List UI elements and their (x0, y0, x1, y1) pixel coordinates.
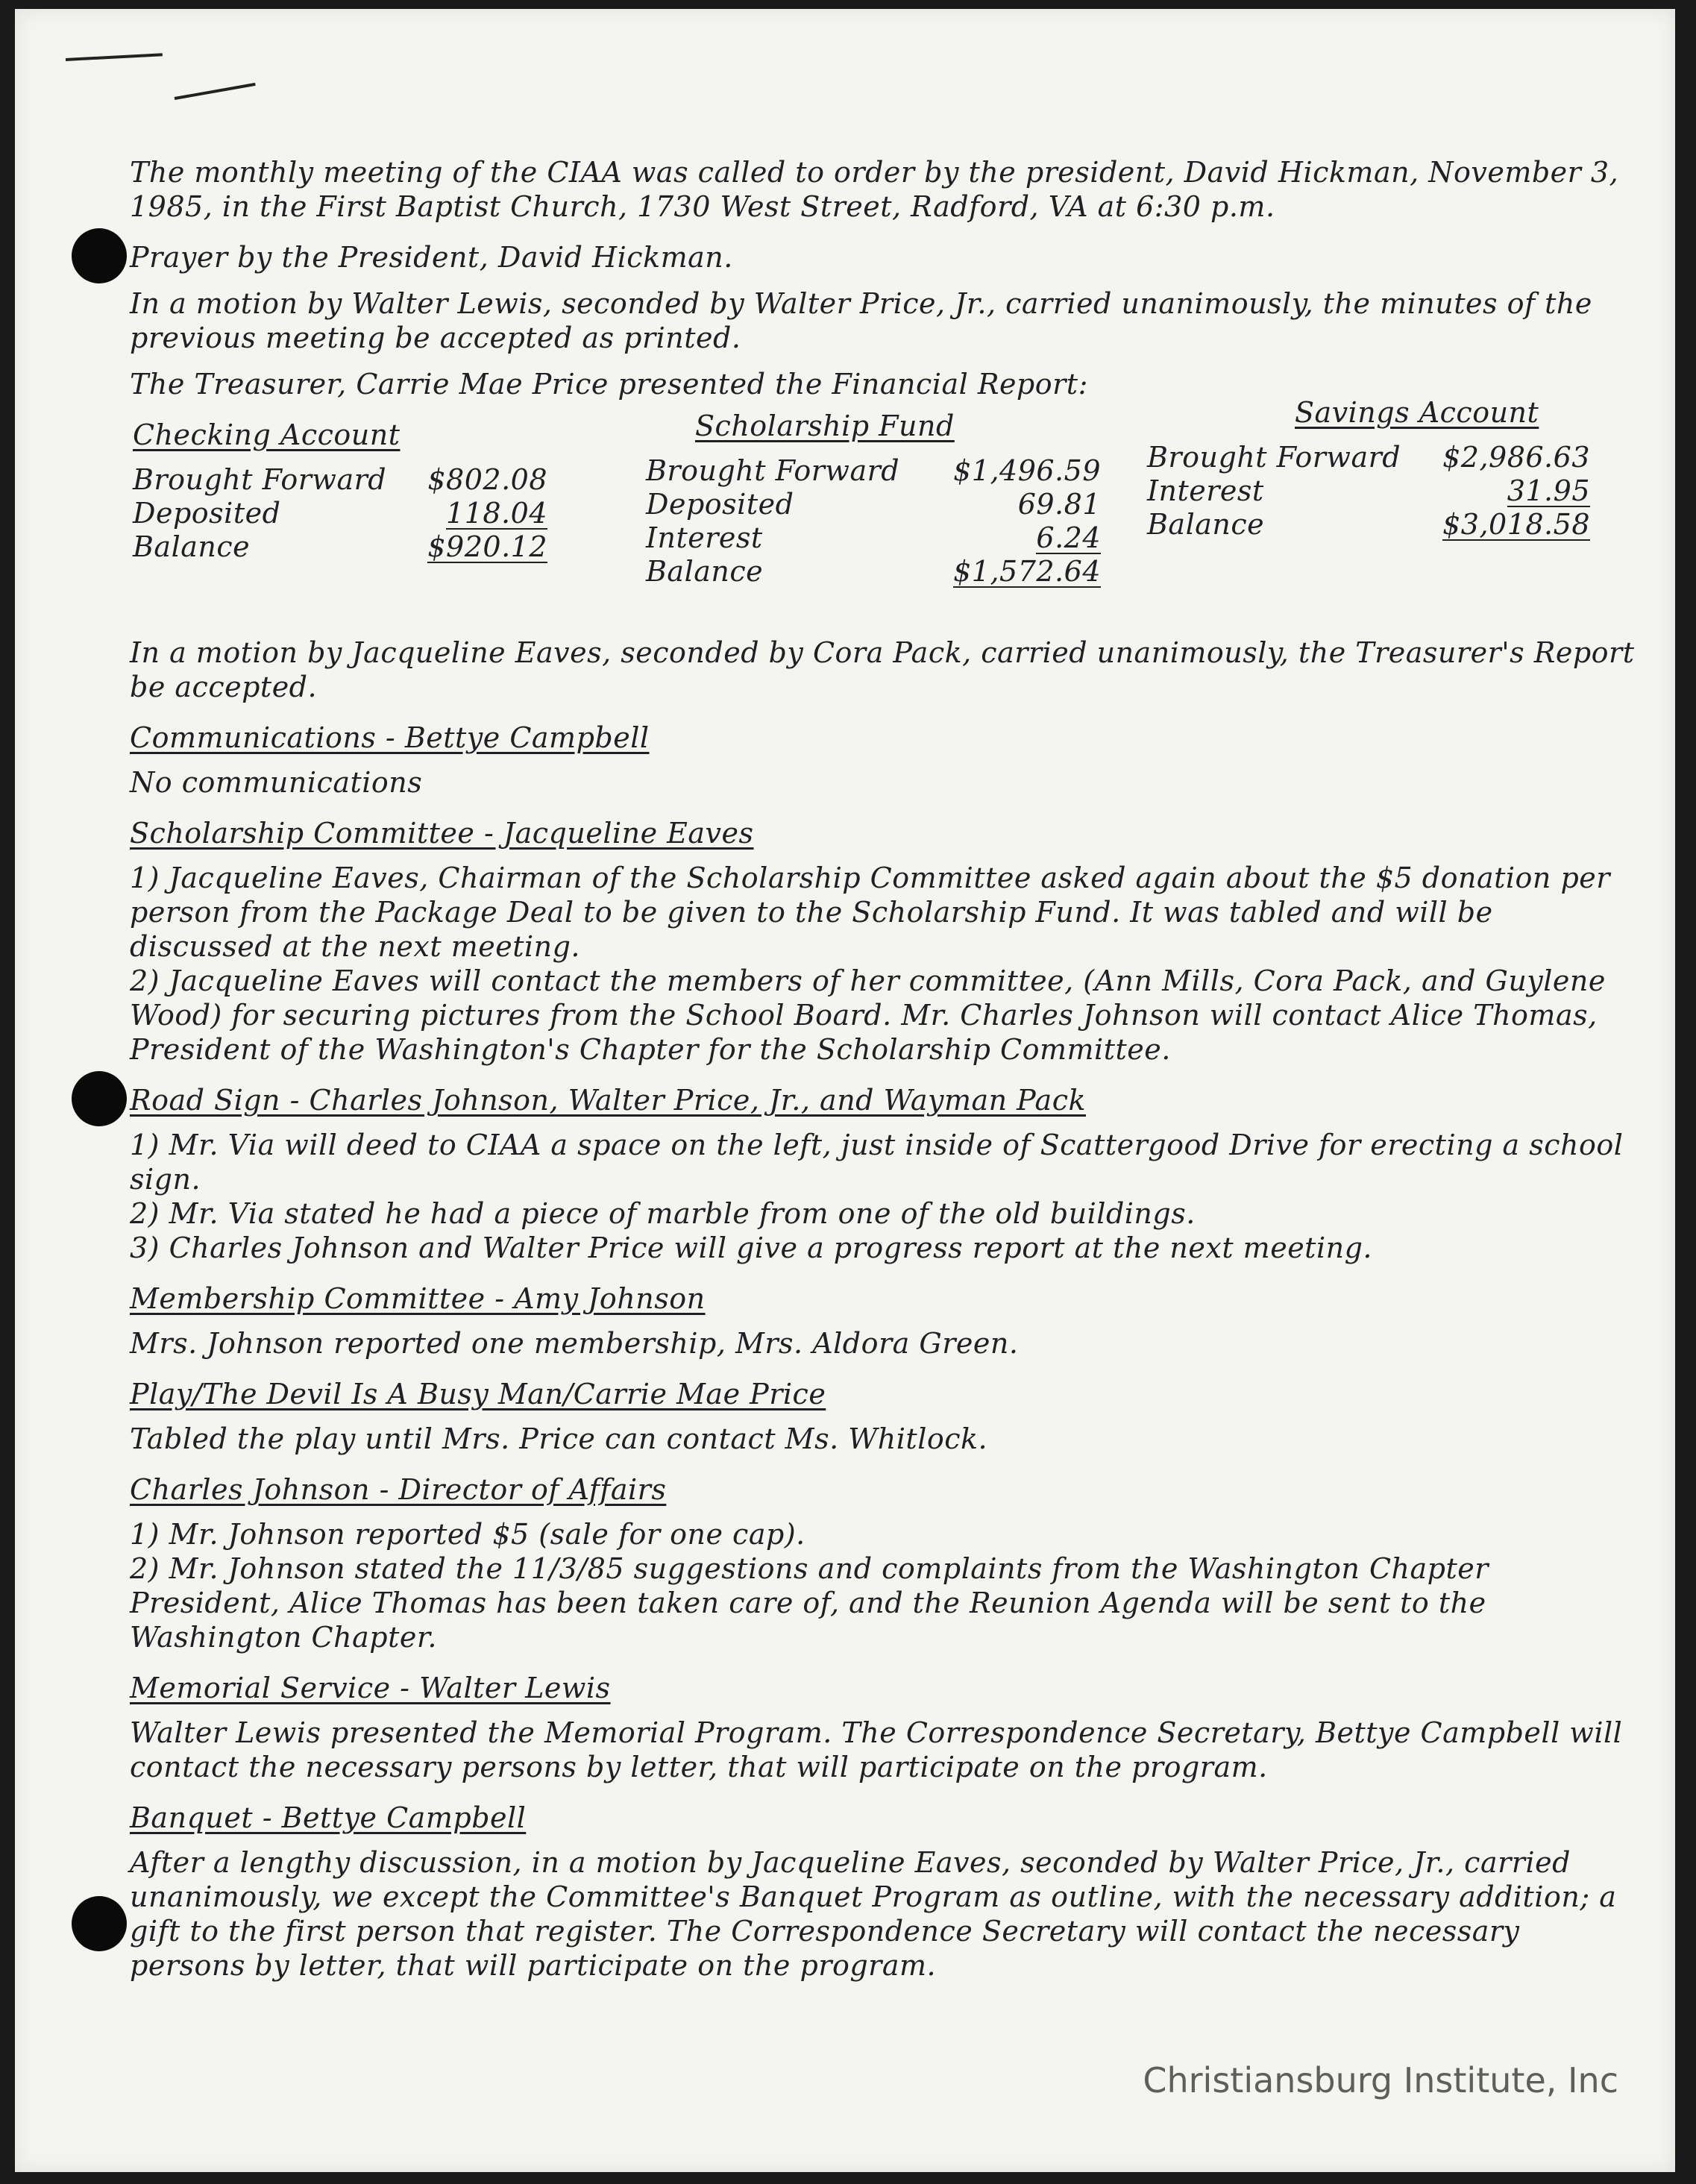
banquet-heading: Banquet - Bettye Campbell (130, 1801, 527, 1834)
savings-row (1147, 440, 1590, 474)
director-heading: Charles Johnson - Director of Affairs (130, 1473, 667, 1506)
scholarship-fund-title: Scholarship Fund (695, 410, 955, 442)
list-item: 1) Jacqueline Eaves, Chairman of the Scholarship Committee asked again about the $5 donation per person from the Package Deal to be given to the Scholarship Fund. It was tabled and will be discussed at the next meeting. (130, 862, 1610, 963)
opening-paragraph: The monthly meeting of the CIAA was called to order by the president, David Hickman, November 3, 1985, in the First Baptist Church, 1730 West Street, Radford, VA at 6:30 p.m. (130, 156, 1619, 223)
checking-title: Checking Account (133, 418, 401, 451)
checking-row (133, 496, 547, 530)
treasurer-motion: In a motion by Jacqueline Eaves, seconded by Cora Pack, carried unanimously, the Treasurer's Report be accepted. (130, 636, 1635, 703)
row-amount: 118.04 (446, 497, 547, 530)
savings-title: Savings Account (1295, 396, 1539, 429)
row-amount: 69.81 (1017, 488, 1101, 521)
list-item: 1) Mr. Via will deed to CIAA a space on the left, just inside of Scattergood Drive for erecting a school sign. (130, 1129, 1624, 1196)
row-amount: 6.24 (1036, 521, 1101, 554)
punch-hole (72, 1896, 127, 1951)
row-amount: $1,496.59 (953, 454, 1101, 487)
row-label: Brought Forward (1147, 441, 1401, 474)
row-label: Interest (1147, 474, 1264, 507)
scholarship-fund (646, 409, 1101, 588)
row-label: Brought Forward (646, 454, 900, 487)
savings-row (1147, 474, 1590, 507)
membership-heading: Membership Committee - Amy Johnson (130, 1282, 706, 1315)
communications-heading: Communications - Bettye Campbell (130, 721, 650, 754)
meeting-minutes (130, 155, 1636, 1995)
fund-row (646, 554, 1101, 588)
row-amount: $3,018.58 (1442, 508, 1590, 541)
banquet-body: After a lengthy discussion, in a motion by Jacqueline Eaves, seconded by Walter Price, Jr., carried unanimously, we except the Committee's Banquet Program as outline, with the necessary addition; a gift to the first person that register. The Correspondence Secretary will contact the necessary persons by letter, that will participate on the program. (130, 1846, 1617, 1982)
scholarship-committee-heading: Scholarship Committee - Jacqueline Eaves (130, 817, 754, 850)
row-amount: $920.12 (427, 530, 547, 563)
minutes-motion: In a motion by Walter Lewis, seconded by Walter Price, Jr., carried unanimously, the minutes of the previous meeting be accepted as printed. (130, 287, 1592, 354)
watermark: Christiansburg Institute, Inc (1143, 2060, 1618, 2100)
communications-body: No communications (130, 766, 423, 799)
fund-row (646, 487, 1101, 521)
checking-account (133, 418, 547, 563)
list-item: 2) Jacqueline Eaves will contact the members of her committee, (Ann Mills, Cora Pack, and Guylene Wood) for securing pictures from the School Board. Mr. Charles Johnson will contact Alice Thomas, President of the Washington's Chapter for the Scholarship Committee. (130, 964, 1606, 1066)
savings-row (1147, 507, 1590, 541)
row-label: Balance (133, 530, 251, 563)
financial-report (130, 396, 1636, 636)
membership-body: Mrs. Johnson reported one membership, Mrs. Aldora Green. (130, 1327, 1019, 1360)
row-amount: $802.08 (427, 463, 547, 496)
road-sign-heading: Road Sign - Charles Johnson, Walter Price, Jr., and Wayman Pack (130, 1084, 1087, 1117)
pen-mark (175, 83, 256, 100)
play-heading: Play/The Devil Is A Busy Man/Carrie Mae Price (130, 1378, 826, 1410)
fund-row (646, 521, 1101, 554)
play-body: Tabled the play until Mrs. Price can contact Ms. Whitlock. (130, 1422, 988, 1455)
row-amount: $1,572.64 (953, 555, 1101, 588)
row-amount: $2,986.63 (1442, 441, 1590, 474)
row-label: Brought Forward (133, 463, 387, 496)
row-label: Interest (646, 521, 763, 554)
checking-row (133, 462, 547, 496)
savings-account (1147, 395, 1590, 541)
checking-row (133, 530, 547, 563)
list-item: 3) Charles Johnson and Walter Price will give a progress report at the next meeting. (130, 1231, 1372, 1264)
punch-hole (72, 228, 127, 283)
prayer-line: Prayer by the President, David Hickman. (130, 241, 733, 274)
fund-row (646, 454, 1101, 487)
punch-hole (72, 1071, 127, 1126)
list-item: 2) Mr. Johnson stated the 11/3/85 suggestions and complaints from the Washington Chapter President, Alice Thomas has been taken care of, and the Reunion Agenda will be sent to the Washington Chapter. (130, 1552, 1489, 1654)
pen-mark (66, 53, 163, 61)
row-label: Deposited (133, 497, 281, 530)
list-item: 1) Mr. Johnson reported $5 (sale for one cap). (130, 1518, 805, 1551)
row-label: Deposited (646, 488, 794, 521)
row-label: Balance (646, 555, 764, 588)
memorial-heading: Memorial Service - Walter Lewis (130, 1672, 611, 1704)
treasurer-intro: The Treasurer, Carrie Mae Price presented the Financial Report: (130, 368, 1088, 401)
row-amount: 31.95 (1507, 474, 1590, 507)
list-item: 2) Mr. Via stated he had a piece of marble from one of the old buildings. (130, 1197, 1196, 1230)
memorial-body: Walter Lewis presented the Memorial Program. The Correspondence Secretary, Bettye Campbell will contact the necessary persons by letter, that will participate on the program. (130, 1716, 1623, 1783)
row-label: Balance (1147, 508, 1265, 541)
